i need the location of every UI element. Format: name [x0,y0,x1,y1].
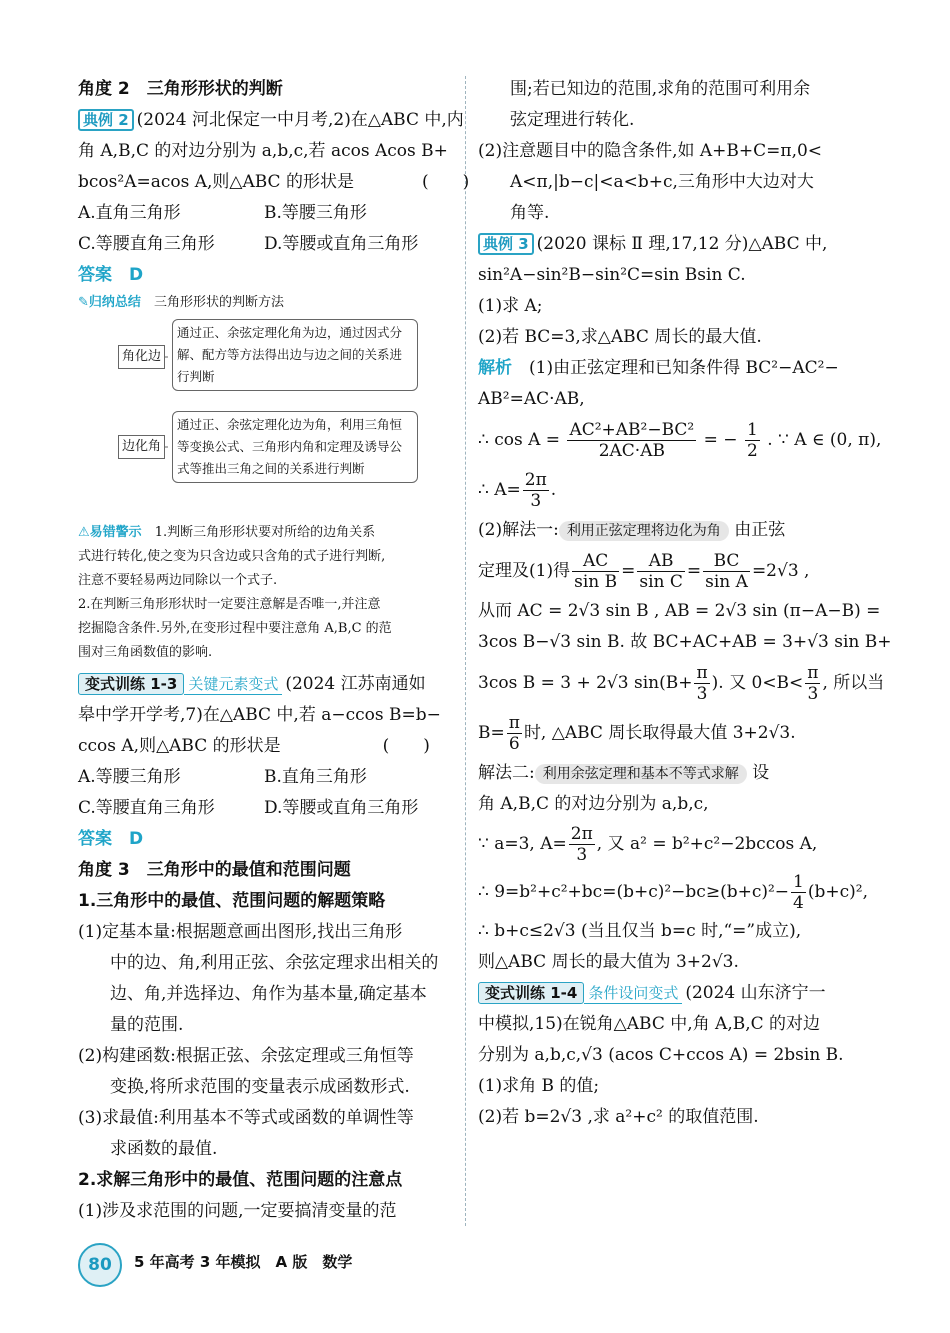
variant14-question2: (2)若 b=2√3 ,求 a²+c² 的取值范围. [478,1107,759,1127]
variant14-subtag: 条件设问变式 [584,983,682,1004]
example2-options-row2: C.等腰直角三角形 D.等腰或直角三角形 [78,234,419,254]
column-divider [465,76,466,1226]
fraction-pi-6: $\frac{\pi}{6}$ [508,713,520,754]
method2-line6: 则△ABC 周长的最大值为 3+2√3. [478,952,739,972]
fraction-pi-3-b: $\frac{\pi}{3}$ [807,663,819,704]
strategy-heading: 1.三角形中的最值、范围问题的解题策略 [78,891,386,911]
notes-heading: 2.求解三角形中的最值、范围问题的注意点 [78,1170,403,1190]
fraction-half: $\frac{1}{2}$ [746,420,758,461]
angle-a-result: ∴ A= $\frac{2\pi}{3}$ . [478,470,557,511]
method1-line2: 定理及(1)得 $\frac{AC}{\text{sin B}}$ = $\frac{AB}{\text{sin C}}$ = $\frac{BC}{\text{sin A}}$ =2√3 , [478,551,810,592]
right-column [478,74,892,1133]
angle3-heading: 角度 3 三角形中的最值和范围问题 [78,860,351,880]
notes-p2-line3: 角等. [510,203,550,223]
warning-line5: 挖掘隐含条件.另外,在变形过程中要注意角 A,B,C 的范 [78,621,392,636]
fraction-2pi-3: $\frac{2\pi}{3}$ [524,470,547,511]
pencil-icon: ✎ [78,295,89,310]
notes-p1-line2: 围;若已知边的范围,求角的范围可利用余 [510,79,811,99]
solution-tag: 解析 [478,358,512,378]
method1-line3: 从而 AC = 2√3 sin B , AB = 2√3 sin (π−A−B) = [478,601,881,621]
strategy-p1-line2: 中的边、角,利用正弦、余弦定理求出相关的 [110,953,439,973]
warning-icon: ⚠ [78,525,90,540]
method2-line1: 解法二: 利用余弦定理和基本不等式求解 设 [478,763,770,783]
method2-line5: ∴ b+c≤2√3 (当且仅当 b=c 时,“=”成立), [478,921,802,941]
method1-line1: (2)解法一: 利用正弦定理将边化为角 由正弦 [478,520,786,540]
page-number: 80 [78,1243,122,1287]
variant13-answer: 答案 D [78,829,144,849]
notes-p1-line3: 弦定理进行转化. [510,110,635,130]
method1-line6: B= $\frac{\pi}{6}$ 时, △ABC 周长取得最大值 3+2√3. [478,713,796,754]
diagram-box-angle-to-side: 通过正、余弦定理化角为边，通过因式分解、配方等方法得出边与边之间的关系进行判断 [172,319,418,391]
fraction-ac-sinb: $\frac{AC}{\text{sin B}}$ [574,551,618,592]
example2-line2: 角 A,B,C 的对边分别为 a,b,c,若 acos Acos B+ [78,141,448,161]
solution-line1: 解析 (1)由正弦定理和已知条件得 BC²−AC²− [478,358,839,378]
notes-p2-line2: A<π,|b−c|<a<b+c,三角形中大边对大 [510,172,814,192]
variant13-subtag: 关键元素变式 [184,674,282,695]
strategy-p1-line4: 量的范围. [110,1015,184,1035]
example3-question2: (2)若 BC=3,求△ABC 周长的最大值. [478,327,762,347]
left-column [78,74,470,1227]
variant14-question1: (1)求角 B 的值; [478,1076,600,1096]
variant14-line3: 分别为 a,b,c,√3 (acos C+ccos A) = 2bsin B. [478,1045,844,1065]
variant13-tag: 变式训练 1-3 [78,673,184,695]
example3-line2: sin²A−sin²B−sin²C=sin Bsin C. [478,265,746,285]
fraction-2pi-3-b: $\frac{2\pi}{3}$ [570,824,593,865]
warning-line1: ⚠易错警示 1.判断三角形形状要对所给的边角关系 [78,525,376,540]
book-title: 5 年高考 3 年模拟 A 版 数学 [134,1253,353,1271]
example2-answer: 答案 D [78,265,144,285]
method2-tag: 利用余弦定理和基本不等式求解 [535,764,747,784]
method1-tag: 利用正弦定理将边化为角 [559,521,729,541]
example2-line1: 典例 2 (2024 河北保定一中月考,2)在△ABC 中,内 [78,105,454,136]
strategy-p1-line1: (1)定基本量:根据题意画出图形,找出三角形 [78,922,403,942]
summary-heading: ✎归纳总结 三角形形状的判断方法 [78,295,284,310]
example3-line1: 典例 3 (2020 课标 Ⅱ 理,17,12 分)△ABC 中, [478,229,856,260]
diagram-label-side-to-angle: 边化角 [118,435,165,459]
example2-line3: bcos²A=acos A,则△ABC 的形状是 ( ) [78,172,470,192]
angle2-heading: 角度 2 三角形形状的判断 [78,79,283,99]
warning-line6: 围对三角函数值的影响. [78,645,213,660]
cos-a-equation: ∴ cos A = $\frac{\text{AC²+AB²−BC²}}{2AC\cdot AB}$ = − $\frac{1}{2}$ . ∵ A ∈ (0, π), [478,420,882,461]
warning-line4: 2.在判断三角形形状时一定要注意解是否唯一,并注意 [78,597,381,612]
fraction-cos-a: $\frac{\text{AC²+AB²−BC²}}{2AC\cdot AB}$ [569,420,695,461]
strategy-p2-line1: (2)构建函数:根据正弦、余弦定理或三角恒等 [78,1046,414,1066]
fraction-pi-3: $\frac{\pi}{3}$ [696,663,708,704]
warning-line2: 式进行转化,使之变为只含边或只含角的式子进行判断, [78,549,386,564]
strategy-p2-line2: 变换,将所求范围的变量表示成函数形式. [110,1077,410,1097]
strategy-p1-line3: 边、角,并选择边、角作为基本量,确定基本 [110,984,427,1004]
example3-tag: 典例 3 [478,233,534,255]
fraction-bc-sina: $\frac{BC}{\text{sin A}}$ [705,551,748,592]
method2-line2: 角 A,B,C 的对边分别为 a,b,c, [478,794,709,814]
variant13-options-row2: C.等腰直角三角形 D.等腰或直角三角形 [78,798,419,818]
method2-line3: ∵ a=3, A= $\frac{2\pi}{3}$ , 又 a² = b²+c²−2bccos A, [478,824,818,865]
variant13-line3: ccos A,则△ABC 的形状是 ( ) [78,736,430,756]
notes-p1-line1: (1)涉及求范围的问题,一定要搞清变量的范 [78,1201,397,1221]
method1-line4: 3cos B−√3 sin B. 故 BC+AC+AB = 3+√3 sin B+ [478,632,892,652]
fraction-ab-sinc: $\frac{AB}{\text{sin C}}$ [639,551,683,592]
variant13-options-row1: A.等腰三角形 B.直角三角形 [78,767,367,787]
diagram-box-side-to-angle: 通过正、余弦定理化边为角，利用三角恒等变换公式、三角形内角和定理及诱导公式等推出三角之间的关系进行判断 [172,411,418,483]
variant13-line1: 变式训练 1-3 关键元素变式 (2024 江苏南通如 [78,669,454,700]
strategy-p3-line2: 求函数的最值. [110,1139,218,1159]
notes-p2-line1: (2)注意题目中的隐含条件,如 A+B+C=π,0< [478,141,823,161]
strategy-p3-line1: (3)求最值:利用基本不等式或函数的单调性等 [78,1108,414,1128]
warning-line3: 注意不要轻易两边同除以一个式子. [78,573,278,588]
summary-diagram [78,317,454,517]
solution-line2: AB²=AC·AB, [478,389,585,409]
method2-line4: ∴ 9=b²+c²+bc=(b+c)²−bc≥(b+c)²− $\frac{1}{4}$ (b+c)², [478,872,869,913]
example2-tag: 典例 2 [78,109,134,131]
variant14-line2: 中模拟,15)在锐角△ABC 中,角 A,B,C 的对边 [478,1014,821,1034]
diagram-label-angle-to-side: 角化边 [118,345,165,369]
example2-options-row1: A.直角三角形 B.等腰三角形 [78,203,367,223]
variant13-line2: 皋中学开学考,7)在△ABC 中,若 a−ccos B=b− [78,705,441,725]
example3-question1: (1)求 A; [478,296,543,316]
fraction-quarter: $\frac{1}{4}$ [793,872,804,913]
method1-line5: 3cos B = 3 + 2√3 sin(B+ $\frac{\pi}{3}$ ). 又 0<B< $\frac{\pi}{3}$ , 所以当 [478,663,885,704]
variant14-line1: 变式训练 1-4 条件设问变式 (2024 山东济宁一 [478,978,856,1009]
variant14-tag: 变式训练 1-4 [478,982,584,1004]
